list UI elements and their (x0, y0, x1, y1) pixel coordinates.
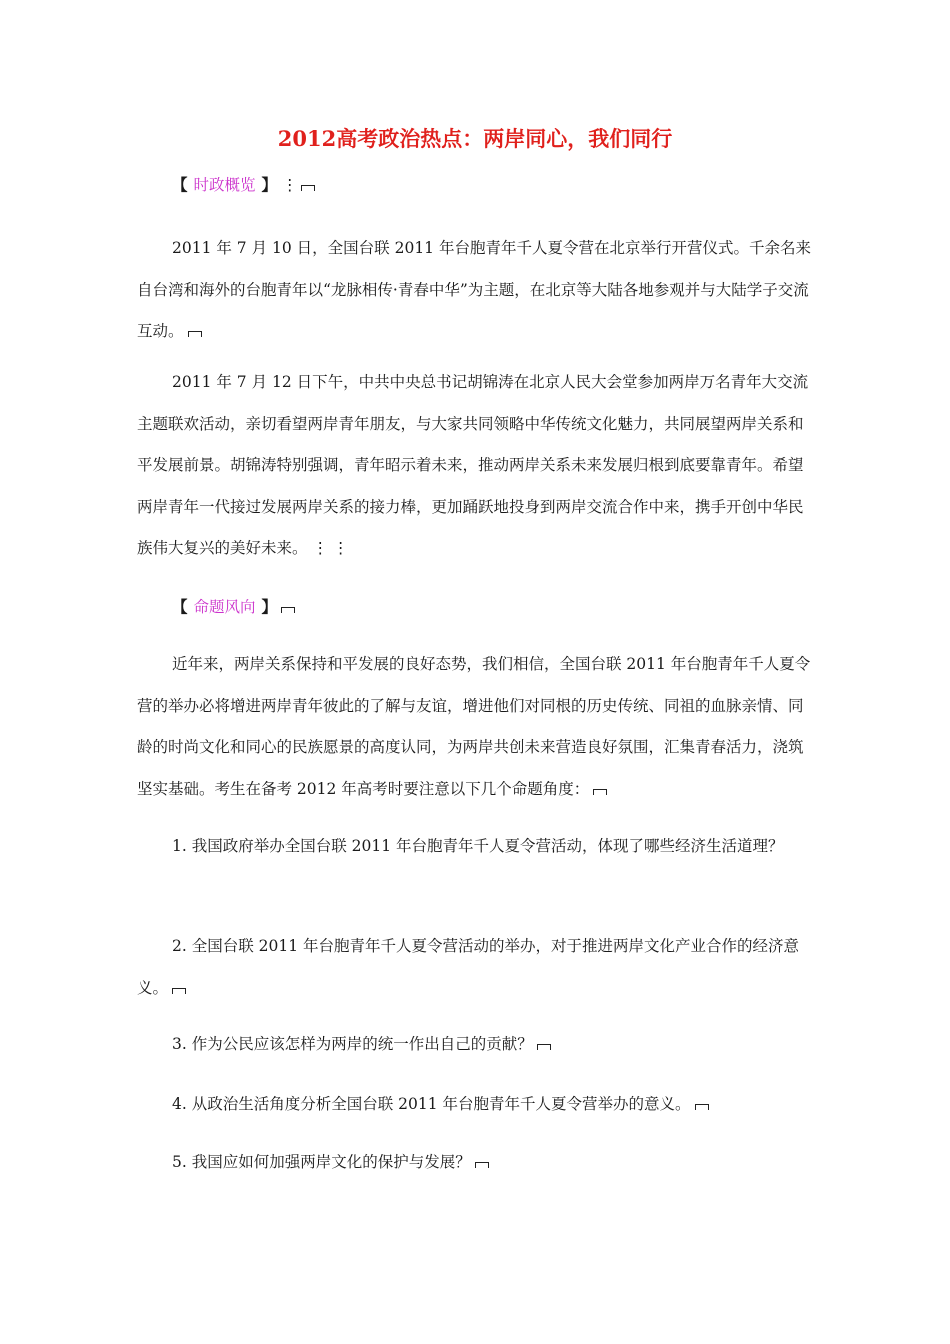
paragraph-mark-icon (695, 1104, 709, 1110)
question-2-text: 2. 全国台联 2011 年台胞青年千人夏令营活动的举办，对于推进两岸文化产业合作的经济意义。 (137, 937, 800, 997)
question-4 (137, 1084, 815, 1126)
question-1 (137, 826, 815, 868)
paragraph-mark-icon (301, 185, 315, 191)
paragraph-mark-icon (593, 789, 607, 795)
paragraph-2-text: 2011 年 7 月 12 日下午，中共中央总书记胡锦涛在北京人民大会堂参加两岸万名青年大交流主题联欢活动，亲切看望两岸青年朋友，与大家共同领略中华传统文化魅力，共同展望两岸关系和平发展前景。胡锦涛特别强调，青年昭示着未来，推动两岸关系未来发展归根到底要靠青年。希望两岸青年一代接过发展两岸关系的接力棒，更加踊跃地投身到两岸交流合作中来，携手开创中华民族伟大复兴的美好未来。 (137, 373, 809, 557)
bracket-close: 】 (261, 175, 278, 194)
section-heading-trend (137, 592, 815, 622)
paragraph-1 (137, 228, 815, 353)
bracket-open: 【 (172, 597, 188, 616)
question-3 (137, 1024, 815, 1066)
question-3-text: 3. 作为公民应该怎样为两岸的统一作出自己的贡献？ (172, 1035, 533, 1053)
section-tag-overview: 时政概览 (193, 176, 256, 194)
paragraph-3 (137, 644, 815, 810)
paragraph-mark-icon (475, 1162, 489, 1168)
paragraph-1-text: 2011 年 7 月 10 日，全国台联 2011 年台胞青年千人夏令营在北京举行开营仪式。千余名来自台湾和海外的台胞青年以“龙脉相传·青春中华”为主题，在北京等大陆各地参观并与大陆学子交流互动。 (137, 239, 811, 340)
bracket-open: 【 (172, 175, 188, 194)
paragraph-3-text: 近年来，两岸关系保持和平发展的良好态势，我们相信，全国台联 2011 年台胞青年千人夏令营的举办必将增进两岸青年彼此的了解与友谊，增进他们对同根的历史传统、同祖的血脉亲情、同龄的时尚文化和同心的民族愿景的高度认同，为两岸共创未来营造良好氛围，汇集青春活力，浇筑坚实基础。考生在备考 2012 年高考时要注意以下几个命题角度： (137, 655, 811, 798)
paragraph-mark-icon (172, 988, 186, 994)
paragraph-2 (137, 362, 815, 570)
section-tag-trend: 命题风向 (193, 598, 256, 616)
question-2 (137, 926, 815, 1009)
question-5-text: 5. 我国应如何加强两岸文化的保护与发展？ (172, 1153, 471, 1171)
paragraph-mark-icon (281, 607, 295, 613)
paragraph-mark-icon (188, 331, 202, 337)
ellipsis-mark: ⋮ (281, 176, 298, 194)
ellipsis-mark: ⋮ ⋮ (312, 539, 349, 557)
question-5 (137, 1142, 815, 1184)
bracket-close: 】 (261, 597, 278, 616)
question-4-text: 4. 从政治生活角度分析全国台联 2011 年台胞青年千人夏令营举办的意义。 (172, 1095, 691, 1113)
section-heading-overview (137, 170, 815, 200)
question-1-text: 1. 我国政府举办全国台联 2011 年台胞青年千人夏令营活动，体现了哪些经济生活道理？ (172, 837, 784, 855)
page-title: 2012高考政治热点：两岸同心，我们同行 (277, 126, 673, 151)
paragraph-mark-icon (537, 1044, 551, 1050)
